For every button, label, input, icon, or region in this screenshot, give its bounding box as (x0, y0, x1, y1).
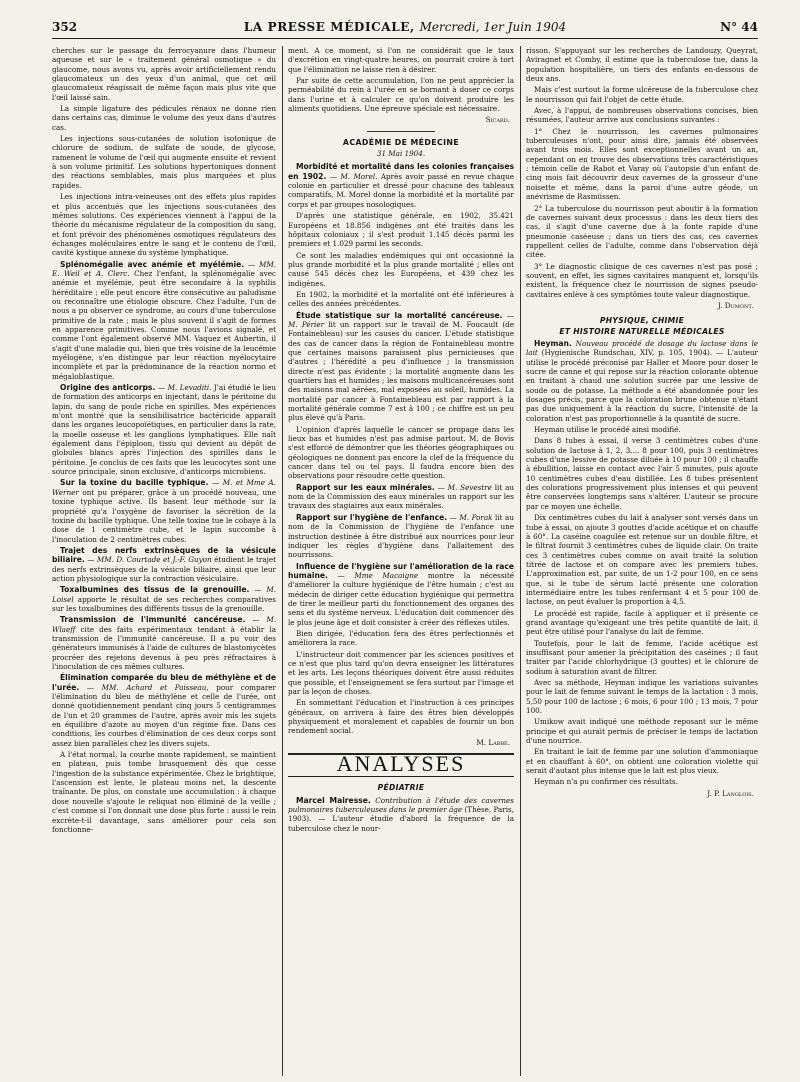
subsection-heading: ET HISTOIRE NATURELLE MÉDICALES (559, 326, 725, 336)
section-divider (367, 131, 435, 132)
communication-title: Étude statistique sur la mortalité cancéreuse. (296, 310, 503, 320)
paragraph: 2° La tuberculose du nourrisson peut aboutir à la formation de cavernes suivant deux processus : dans les deux tiers des cas, il s'agit d'une caverne due à la fonte rapide d'une pneumonie caséeuse ; dans un tiers des cas, ces cavernes rappellent celles de l'adulte, comme dans l'observation déjà citée. (526, 203, 758, 260)
paragraph: Le procédé est rapide, facile à appliquer et il présente ce grand avantage qu'exigeant une très petite quantité de lait, il peut être utilisé pour l'analyse du lait de femme. (526, 608, 758, 637)
paragraph: risson. S'appuyant sur les recherches de Landouzy, Queyrat, Aviragnet et Comby, il estime que la tuberculose tue, dans la population hospitalière, un tiers des enfants en-dessous de deux ans. (526, 46, 758, 84)
review-title: Nouveau procédé de dosage du lactose dans le lait (526, 338, 758, 358)
review-entry (526, 339, 758, 423)
paragraph: Avec, à l'appui, de nombreuses observations concises, bien résumées, l'auteur arrive aux conclusions suivantes : (526, 106, 758, 125)
communication-authors: — M. Wlaeff (52, 615, 276, 634)
paragraph: Dix centimètres cubes du lait à analyser sont versés dans un tube à essai, on ajoute 3 gouttes d'acide acétique et on chauffe à 60°. La caséine coagulée est retenue sur un double filtre, et le filtrat fournit 3 centimètres cubes de liquide clair. On traite ces 3 centimètres cubes comme on avait traité la solution titrée de lactose et on compare avec les premiers tubes. L'approximation est, par suite, de un 1-2 pour 100, en ce sens que, si le tube de sérum lacté présente une coloration intermédiaire entre les tubes renfermant 4 et 5 pour 100 de lactose, on peut évaluer la proportion à 4,5. (526, 513, 758, 607)
communication-title: Transmission de l'immunité cancéreuse. (60, 615, 246, 625)
review-text: — L'auteur utilise le procédé préconisé par Haller et Moore pour doser le sucre de canne et qui repose sur la réaction colorante obtenue en traitant à chaud une solution sucrée par une lessive de soude ou de potasse. La méthode a été abandonnée pour les dosages précis, parce que la coloration brune obtenue n'étant pas due uniquement à la réaction du sucre, l'intensité de la coloration n'est pas proportionnelle à la quantité de sucre. (526, 348, 758, 423)
communication (52, 546, 276, 583)
analyses-banner (288, 753, 514, 777)
communication-text: apporte le résultat de ses recherches comparatives sur les toxalbumines des différents tissus de la grenouille. (52, 594, 276, 613)
communication (288, 311, 514, 423)
paragraph: L'instructeur doit commencer par les sciences positives et ce n'est que plus tard qu'on devra enseigner les littératures et les arts. Les leçons théoriques doivent être aussi réduites que possible, et l'enseignement se fera surtout par l'image et par la leçon de choses. (288, 649, 514, 696)
communication-authors: — M. Morel. (329, 171, 378, 181)
review-title: Contribution à l'étude des cavernes pulmonaires tuberculeuses dans le premier âge (288, 795, 514, 815)
communication-title: Sur la toxine du bacille typhique. (60, 478, 209, 488)
communication-title: Splénomégalie avec anémie et myélémie. (60, 259, 245, 269)
communication-authors: — M. et Mme A. Werner (52, 478, 276, 497)
paragraph: Bien dirigée, l'éducation fera des êtres perfectionnés et améliorera la race. (288, 628, 514, 648)
review-reference: (Thèse, Paris, 1903). (288, 805, 514, 824)
review-reference: (Hygienische Rundschau, XIV, p. 105, 1904). (541, 348, 713, 358)
paragraph: cherches sur le passage du ferrocyanure dans l'humeur aqueuse et sur le « traitement général osmotique » du glaucome, nous avons vu, après avoir artificiellement rendu glaucomateux un des yeux d'un animal, que cet œil glaucomateux réagissait de même façon mais plus vite que l'œil laissé sain. (52, 46, 276, 102)
paragraph: Ce sont les maladies endémiques qui ont occasionné la plus grande morbidité et la plus grande mortalité ; elles ont causé 545 décès chez les Européens, et 439 chez les indigènes. (288, 250, 514, 288)
communication (52, 673, 276, 748)
communication-text: pour comparer l'élimination du bleu de méthylène et celle de l'urée, ont donné quotidiennement pendant cinq jours 5 centigrammes de l'un et 20 grammes de l'autre, après avoir mis les sujets en équilibre d'azote au moyen d'un régime fixe. Dans ces conditions, les courbes d'élimination de ces deux corps sont assez bien parallèles chez les divers sujets. (52, 682, 276, 748)
communication-authors: — M. Levaditi. (157, 383, 212, 393)
communication-title: Rapport sur l'hygiène de l'enfance. (296, 512, 448, 522)
subsection-heading: PHYSIQUE, CHIMIE (599, 316, 685, 326)
communication (288, 162, 514, 209)
signature: J. Dumont. (717, 300, 754, 310)
communication-text: lit au nom de la Commission des eaux minérales un rapport sur les travaux des stagiaires aux eaux minérales. (288, 482, 514, 511)
signature: Sicard. (485, 115, 510, 125)
paragraph: En 1902, la morbidité et la mortalité ont été inférieures à celles des années précédentes. (288, 289, 514, 309)
issue-number: N° 44 (720, 20, 758, 34)
communication-text: J'ai étudié le lieu de formation des anticorps en injectant, dans le péritoine du lapin, du sang de poule riche en spirilles. Mes expériences m'ont montré que la sensibilisatrice bactéricide apparaît dans les organes leucopoïétiques, en particulier dans la rate, la moelle osseuse et les ganglions lymphatiques. Elle naît également dans l'épiploon, tissu qui devient au dépôt de globules blancs après l'injection des spirilles dans le péritoine. Je conclus de ces faits que les leucocytes sont une source principale, sinon exclusive, d'anticorps microbiens. (52, 383, 276, 477)
paragraph: L'opinion d'après laquelle le cancer se propage dans les lieux bas et humides n'est pas admise partout. M. de Bovis s'est efforcé de démontrer que les théories géographiques ou géologiques ne donnent pas encore la clef de la fréquence du cancer dans tel ou tel pays. Il faudra encore bien des observations pour résoudre cette question. (288, 424, 514, 481)
communication (52, 585, 276, 613)
communication-title: Élimination comparée du bleu de méthylène et de l'urée. (52, 673, 276, 692)
column-divider (282, 46, 283, 1076)
review-text: — L'auteur étudie d'abord la fréquence de la tuberculose chez le nour- (288, 814, 514, 833)
section-heading: ACADÉMIE DE MÉDECINE (342, 137, 460, 147)
communication-text: montre la nécessité d'améliorer la culture hygiénique de l'être humain ; c'est au médecin de diriger cette éducation hygiénique qui permettra de tirer le meilleur parti du fonctionnement des organes des sens et du système nerveux. L'éducation doit commencer dès le plus jeune âge et doit consister à créer des réflexes utiles. (288, 570, 514, 627)
paragraph: La simple ligature des pédicules rénaux ne donne rien dans certains cas, diminue le volume des yeux dans d'autres cas. (52, 104, 276, 132)
signature: M. Labbé. (476, 737, 510, 747)
newspaper-page (52, 14, 758, 1074)
column-middle (288, 46, 514, 1076)
column-left (52, 46, 276, 1076)
paragraph: Dans 8 tubes à essai, il verse 3 centimètres cubes d'une solution de lactose à 1, 2, 3.... 8 pour 100, puis 3 centimètres cubes d'une lessive de potasse diluée à 10 pour 100 ; il chauffe à ébullition, laisse en contact avec l'air 5 minutes, puis ajoute 10 centimètres cubes d'eau distillée. Les 8 tubes présentent des colorations progressivement plus intenses et qui peuvent être conservées longtemps sans s'altérer. L'auteur se procure par ce moyen une échelle. (526, 436, 758, 511)
page-header (52, 14, 758, 39)
communication-text: étudient le trajet des nerfs extrinsèques de la vésicule biliaire, ainsi que leur action physiologique sur la contraction vésiculaire. (52, 555, 276, 583)
communication-text: lit au nom de la Commission de l'hygiène de l'enfance une instruction destinée à être distribué aux nourrices pour leur indiquer les règles d'hygiène dans l'allaitement des nourrissons. (288, 512, 514, 560)
paragraph: En sommettant l'éducation et l'instruction à ces principes généraux, on arrivera à faire des êtres bien développés physiquement et moralement et capables de fournir un bon rendement social. (288, 698, 514, 736)
paragraph: Les injections sous-cutanées de solution isotonique de chlorure de sodium, de sulfate de soude, de glycose, ramenent le volume de l'œil qui augmente ensuite et revient à son volume primitif. Les solutions hypertoniques donnent des réactions semblables, mais plus marquées et plus rapides. (52, 134, 276, 190)
signature: J. P. Langlois. (707, 788, 754, 798)
communication-authors: — Mme Macaigne (337, 570, 419, 580)
review-entry (288, 796, 514, 833)
paragraph: 1° Chez le nourrisson, les cavernes pulmonaires tuberculeuses n'ont, pour ainsi dire, jamais été observées avant trois mois. Elles sont exceptionnelles avant un an, cependant on en trouve des observations très caractéristiques : témoin celle de Rabot et Varay où l'autopsie d'un enfant de cinq mois fait découvrir deux cavernes de la grosseur d'une noisette et même, dans la paroi d'une autre géode, un anévrisme de Rasmüssen. (526, 126, 758, 202)
journal-title-line (52, 20, 758, 34)
communication-authors: — MM. Achard et Paisseau, (86, 682, 209, 692)
communication-text: cite des faits expérimentaux tendant à établir la transmission de l'immunité cancéreuse. Il a pu voir des générateurs immunisés à l'aide de cultures de blastomycètes procréer des rejetons devenus à peu près réfractaires à l'inoculation de ces mêmes cultures. (52, 624, 276, 671)
column-divider (520, 46, 521, 1076)
review-author: Heyman. (534, 338, 572, 348)
column-right (526, 46, 758, 1076)
communication-text: Chez l'enfant, la splénomégalie avec anémie et myélémie, peut être secondaire à la syphilis héréditaire ; elle peut encore être consécutive au paludisme ou reconnaître une étiologie obscure. Chez l'adulte, l'un de nous a pu observer ce syndrome, au cours d'une tuberculose primitive de la rate ; mais le plus souvent il s'agit de formes en apparence primitives. Comme nous l'avions signalé, et comme l'ont également observé MM. Vaquez et Aubertin, il s'agit d'une maladie qui, bien que très voisine de la leucémie myélogène, s'en distingue par leur réaction myélocytaire incomplète et par la prédominance de la réaction normo et mégaloblastique. (52, 268, 276, 381)
subsection-heading: PÉDIATRIE (377, 783, 425, 793)
communication-authors: — MM. E. Weil et A. Clerc. (52, 259, 276, 278)
communication-title: Morbidité et mortalité dans les colonies françaises en 1902. (288, 162, 514, 181)
paragraph: En traitant le lait de femme par une solution d'ammoniaque et en chauffant à 60°, on obtient une coloration violette qui serait d'autant plus intense que le lait est plus vieux. (526, 747, 758, 776)
paragraph: Umikow avait indiqué une méthode reposant sur le même principe et qui aurait permis de préciser le temps de lactation d'une nourrice. (526, 717, 758, 746)
page-number: 352 (52, 20, 78, 34)
communication-authors: — M. Porak (449, 512, 493, 522)
issue-date: Mercredi, 1er Juin 1904 (419, 20, 567, 34)
paragraph: Heyman n'a pu confirmer ces résultats. (534, 777, 678, 787)
communication-authors: — M. Sevestre (437, 482, 492, 492)
communication-authors: — M. Périer (288, 310, 514, 329)
paragraph: D'après une statistique générale, en 1902, 35.421 Européens et 18.856 indigènes ont été traités dans les hôpitaux coloniaux ; il s'est produit 1.145 décès parmi les premiers et 1.029 parmi les seconds. (288, 211, 514, 249)
review-author: Marcel Mairesse. (296, 795, 371, 805)
communication-text: Après avoir passé en revue chaque colonie en particulier et dressé pour chacune des tableaux comparatifs, M. Morel donne la morbidité et la mortalité par corps et par groupes nosologiques. (288, 171, 514, 209)
communication-text: lit un rapport sur le travail de M. Foucault (de Fontainebleau) sur les causes du cancer. L'étude statistique des cas de cancer dans la région de Fontainebleau montre que certaines maisons paraissent plus pernicieuses que d'autres ; l'hérédité a peu d'influence ; la transmission directe n'est pas évidente ; la mortalité augmente dans les quartiers bas et humides ; les maisons multicancéreuses sont des maisons mal aérées, mal exposées au soleil, humides. La mortalité par cancer à Fontainebleau est par rapport à la mortalité générale comme 7 est à 100 ; ce chiffre est un peu plus élevé qu'à Paris. (288, 319, 514, 423)
communication (52, 478, 276, 543)
communication (52, 383, 276, 476)
paragraph: Heyman utilise le procédé ainsi modifié. (534, 425, 681, 435)
analyses-heading: ANALYSES (336, 751, 466, 777)
paragraph: Avec sa méthode, Heyman indique les variations suivantes pour le lait de femme suivant le temps de la lactation : 3 mois, 5,50 pour 100 de lactose ; 6 mois, 6 pour 100 ; 13 mois, 7 pour 100. (526, 678, 758, 716)
communication-title: Rapport sur les eaux minérales. (296, 482, 435, 492)
paragraph: ment. A ce moment, si l'on ne considérait que le taux d'excrétion en vingt-quatre heures, on pourrait croire à tort que l'élimination ne laisse rien à désirer. (288, 46, 514, 74)
paragraph: Par suite de cette accumulation, l'on ne peut apprécier la perméabilité du rein à l'urée en se bornant à doser ce corps dans l'urine et à calculer ce qu'on doivent produire les aliments quotidiens. Une épreuve spéciale est nécessaire. (288, 76, 514, 114)
paragraph: 3° Le diagnostic clinique de ces cavernes n'est pas posé ; souvent, en effet, les signes cavitaires manquent et, lorsqu'ils existent, la fréquence chez le nourrisson de signes pseudo-cavitaires enlève à ces symptômes toute valeur diagnostique. (526, 261, 758, 299)
communication-title: Influence de l'hygiène sur l'amélioration de la race humaine. (288, 561, 514, 580)
paragraph: A l'état normal, la courbe monte rapidement, se maintient en plateau, puis tombe brusquement dès que cesse l'ingestion de la substance expérimentée. Chez le brightique, l'ascension est lente, le plateau moins net, la descente traînante. De plus, on constate une accumulation : à chaque dose nouvelle s'ajoute le reliquat non éliminé de la veille ; c'est comme si l'on donnait une dose plus forte : aussi le rein excrète-t-il davantage, sans améliorer pour cela son fonctionne- (52, 750, 276, 834)
communication-authors: — MM. D. Courtade et J.-F. Guyon (87, 555, 212, 565)
communication (288, 562, 514, 627)
communication (288, 513, 514, 560)
journal-name: LA PRESSE MÉDICALE, (243, 20, 415, 34)
communication (52, 260, 276, 381)
paragraph: Mais c'est surtout la forme ulcéreuse de la tuberculose chez le nourrisson qui fait l'objet de cette étude. (526, 85, 758, 104)
paragraph: Les injections intra-veineuses ont des effets plus rapides et plus accentués que les injections sous-cutanées des mêmes solutions. Ces expériences viennent à l'appui de la théorie du mécanisme régulateur de la composition du sang, et font prévoir des phénomènes osmotiques régulateurs des échanges moléculaires entre le sang et le contenu de l'œil, cavité kystique annexe du système lymphatique. (52, 192, 276, 258)
communication-title: Origine des anticorps. (60, 383, 156, 393)
communication-text: ont pu préparer, grâce à un procédé nouveau, une toxine typhique active. Ils basent leur méthode sur la propriété qu'a l'oxygène de favoriser la sécrétion de la toxine du bacille typhique. Une telle toxine tue le cobaye à la dose de 1 centimètre cube, et le lapin succombe à l'inoculation de 2 centimètres cubes. (52, 487, 276, 544)
communication-title: Toxalbumines des tissus de la grenouille. (60, 585, 250, 595)
communication-authors: — M. Loisel (52, 585, 276, 604)
section-date: 31 Mai 1904. (376, 149, 426, 159)
communication (288, 483, 514, 511)
paragraph: Toutefois, pour le lait de femme, l'acide acétique est insuffisant pour amener la précipitation des caséines ; il faut traiter par l'acide chlorhydrique (3 gouttes) et le chlorure de sodium à saturation avant de filtrer. (526, 638, 758, 676)
communication (52, 615, 276, 671)
communication-title: Trajet des nerfs extrinsèques de la vésicule biliaire. (52, 545, 276, 565)
